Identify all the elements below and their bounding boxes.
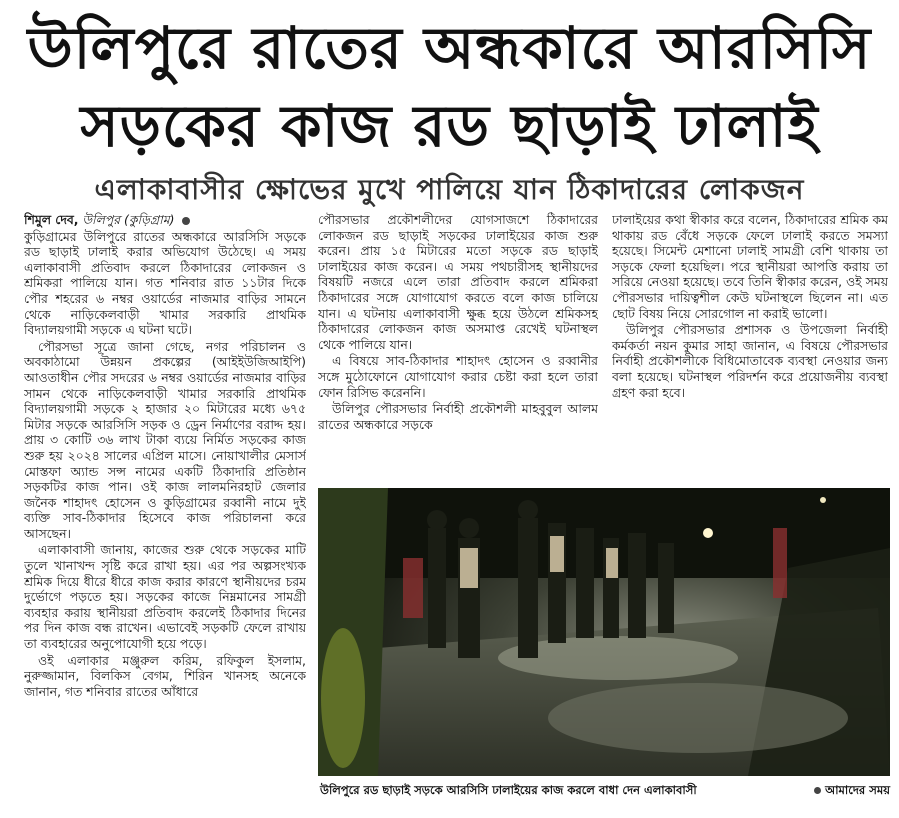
article-column-1: [24, 212, 306, 812]
byline-place: উলিপুর (কুড়িগ্রাম): [82, 212, 175, 227]
night-road-scene-image: [318, 488, 890, 776]
byline: [24, 212, 306, 228]
subheadline: এলাকাবাসীর ক্ষোভের মুখে পালিয়ে যান ঠিকাদারের লোকজন: [94, 173, 805, 206]
article-column-3: [612, 212, 888, 484]
article-column-2: [318, 212, 598, 484]
news-photo: [318, 488, 890, 776]
headline-line-1: উলিপুরে রাতের অন্ধকারে আরসিসি: [27, 14, 872, 82]
paragraph: এলাকাবাসী জানায়, কাজের শুরু থেকে সড়কের মাটি তুলে খানাখন্দ সৃষ্টি করে রাখা হয়। এর পর অল্পসংখ্যক শ্রমিক দিয়ে ধীরে ধীরে কাজ করার কারণে স্থানীয়দের চরম দুর্ভোগে পড়তে হয়। সড়কের কাজে নিম্নমানের সামগ্রী ব্যবহার করায় স্থানীয়রা প্রতিবাদ করলেই ঠিকাদার দিনের পর দিন কাজ বন্ধ রাখেন। এভাবেই সড়কটি ফেলে রাখায় তা ব্যবহারের অনুপোযোগী হয়ে পড়ে।: [24, 542, 306, 652]
paragraph: পৌরসভা সূত্রে জানা গেছে, নগর পরিচালন ও অবকাঠামো উন্নয়ন প্রকল্পের (আইইউজিআইপি) আওতাধীন পৌর সদরের ৬ নম্বর ওয়ার্ডের নাজমার বাড়ির সামন থেকে নাড়িকেলবাড়ী খামার সরকারি প্রাথমিক বিদ্যালয়গামী সড়কে ২ হাজার ২০ মিটারের মধ্যে ৬৭৫ মিটার সড়কে আরসিসি সড়ক ও ড্রেন নির্মাণের বরাদ্দ হয়। প্রায় ৩ কোটি ৩৬ লাখ টাকা ব্যয়ে নির্মিত সড়কের কাজ শুরু হয় ২০২৪ সালের এপ্রিল মাসে। নোয়াখালীর মেসার্স মোস্তফা অ্যান্ড সন্স নামের একটি ঠিকাদারি প্রতিষ্ঠান সড়কটির কাজ পান। ওই কাজ লালমনিরহাট জেলার জনৈক শাহাদৎ হোসেন ও কুড়িগ্রামের রব্বানী নামে দুই ব্যক্তি সাব-ঠিকাদার হিসেবে কাজ পরিচালনা করে আসছেন।: [24, 338, 306, 541]
paragraph: ঢালাইয়ের কথা স্বীকার করে বলেন, ঠিকাদারের শ্রমিক কম থাকায় রড বেঁধে সড়কে ফেলে ঢালাই করতে সমস্যা হয়েছে। সিমেন্ট মেশানো ঢালাই সামগ্রী বেশি থাকায় তা সড়কে ফেলা হয়েছিল। পরে স্থানীয়রা আপত্তি করায় তা সরিয়ে নেওয়া হয়েছে। তবে তিনি স্বীকার করেন, ওই সময় পৌরসভার দায়িত্বশীল কেউ ঘটনাস্থলে ছিলেন না। এত ছোট বিষয় নিয়ে সোরগোল না করাই ভালো।: [612, 212, 888, 321]
paragraph: কুড়িগ্রামের উলিপুরে রাতের অন্ধকারে আরসিসি সড়কে রড ছাড়াই ঢালাই করার অভিযোগ উঠেছে। এ সময় এলাকাবাসী প্রতিবাদ করলে ঠিকাদারের লোকজন ও শ্রমিকরা পালিয়ে যান। গত শনিবার রাত ১১টার দিকে পৌর শহরের ৬ নম্বর ওয়ার্ডের নাজমার বাড়ির সামনে থেকে নাড়িকেলবাড়ী খামার সরকারি প্রাথমিক বিদ্যালয়গামী সড়কে এ ঘটনা ঘটে।: [24, 228, 306, 338]
photo-credit-text: আমাদের সময়: [825, 783, 890, 797]
photo-caption: উলিপুরে রড ছাড়াই সড়কে আরসিসি ঢালাইয়ের কাজ করলে বাধা দেন এলাকাবাসী: [320, 783, 697, 797]
paragraph: পৌরসভার প্রকৌশলীদের যোগসাজশে ঠিকাদারের লোকজন রড ছাড়াই সড়কের ঢালাইয়ের কাজ শুরু করেন। প্রায় ১৫ মিটারের মতো সড়কে রড ছাড়াই ঢালাইয়ের কাজ করেন। এ সময় পথচারীসহ স্থানীয়দের বিষয়টি নজরে এলে তারা প্রতিবাদ করলে শ্রমিকরা ঠিকাদারের সঙ্গে যোগাযোগ করতে বলে কাজ চালিয়ে যান। এ ঘটনায় এলাকাবাসী ক্ষুব্ধ হয়ে উঠলে শ্রমিকসহ ঠিকাদারের লোকজন কাজ অসমাপ্ত রেখেই ঘটনাস্থল থেকে পালিয়ে যান।: [318, 212, 598, 352]
paragraph: উলিপুর পৌরসভার নির্বাহী প্রকৌশলী মাহবুবুল আলম রাতের অন্ধকারে সড়কে: [318, 401, 598, 432]
photo-caption-bar: [318, 780, 890, 800]
paragraph: উলিপুর পৌরসভার প্রশাসক ও উপজেলা নির্বাহী কর্মকর্তা নয়ন কুমার সাহা জানান, এ বিষয়ে পৌরসভার নির্বাহী প্রকৌশলীকে বিধিমোতাবেক ব্যবস্থা নেওয়ার জন্য বলা হয়েছে। ঘটনাস্থল পরিদর্শন করে প্রয়োজনীয় ব্যবস্থা গ্রহণ করা হবে।: [612, 322, 888, 400]
photo-credit: [814, 780, 890, 800]
paragraph: ওই এলাকার মঞ্জুরুল করিম, রফিকুল ইসলাম, নুরুজ্জামান, বিলকিস বেগম, শিরিন খানসহ অনেকে জানান, গত শনিবার রাতের আঁধারে: [24, 652, 306, 699]
byline-bullet-icon: [182, 217, 190, 225]
credit-bullet-icon: [814, 787, 821, 794]
paragraph: এ বিষয়ে সাব-ঠিকাদার শাহাদৎ হোসেন ও রব্বানীর সঙ্গে মুঠোফোনে যোগাযোগ করার চেষ্টা করা হলে তারা ফোন রিসিভ করেননি।: [318, 353, 598, 400]
headline-line-2: সড়কের কাজ রড ছাড়াই ঢালাই: [80, 92, 819, 160]
byline-author: শিমুল দেব,: [24, 212, 79, 227]
